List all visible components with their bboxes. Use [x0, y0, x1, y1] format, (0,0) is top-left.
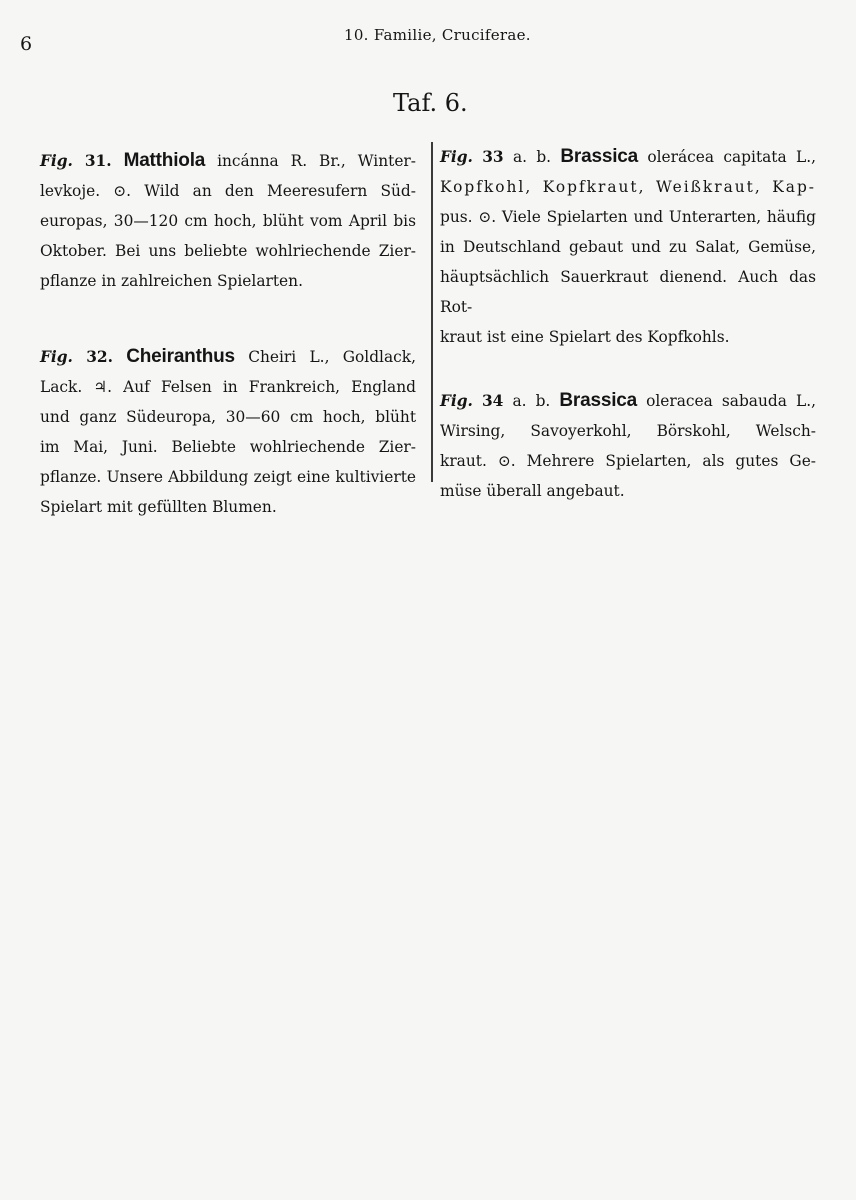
fig-subfigures: a. b.	[512, 148, 552, 166]
genus-name: Brassica	[559, 390, 638, 411]
species-name: olerácea capitata L.,	[647, 148, 816, 166]
entry-line: Spielart mit gefüllten Blumen.	[40, 498, 277, 516]
species-and-common-name: Cheiri L., Goldlack,	[248, 348, 416, 366]
fig-label: Fig.	[440, 392, 473, 410]
entry-first-line	[440, 386, 816, 416]
entry-line: pus. ⊙. Viele Spielarten und Unterarten, häufig	[440, 208, 816, 226]
fig-number: 32.	[86, 348, 113, 366]
entry-fig-31	[40, 146, 416, 296]
page-number: 6	[20, 33, 33, 55]
fig-number: 33	[482, 148, 504, 166]
genus-name: Brassica	[560, 146, 639, 167]
entry-line: levkoje. ⊙. Wild an den Meeresufern Süd-	[40, 182, 416, 200]
entry-line: häuptsächlich Sauerkraut dienend. Auch das Rot-	[440, 268, 816, 316]
fig-subfigures: a. b.	[512, 392, 551, 410]
entry-fig-32	[40, 342, 416, 522]
entry-line: kraut. ⊙. Mehrere Spielarten, als gutes Ge-	[440, 452, 816, 470]
running-head: 10. Familie, Cruciferae.	[344, 26, 531, 44]
entry-line: Wirsing, Savoyerkohl, Börskohl, Welsch-	[440, 422, 816, 440]
entry-first-line	[440, 142, 816, 172]
fig-number: 34	[481, 392, 504, 410]
entry-line: im Mai, Juni. Beliebte wohlriechende Zier-	[40, 438, 416, 456]
genus-name: Matthiola	[123, 150, 206, 171]
entry-first-line	[40, 146, 416, 176]
entry-line: pflanze in zahlreichen Spielarten.	[40, 272, 303, 290]
entry-line: Oktober. Bei uns beliebte wohlriechende Zier-	[40, 242, 416, 260]
fig-label: Fig.	[40, 348, 73, 366]
left-column	[40, 146, 416, 522]
entry-first-line	[40, 342, 416, 372]
column-divider	[431, 142, 433, 482]
entry-line: Lack. ♃. Auf Felsen in Frankreich, England	[40, 378, 416, 396]
entry-fig-34	[440, 386, 816, 506]
entry-line: kraut ist eine Spielart des Kopfkohls.	[440, 328, 730, 346]
fig-label: Fig.	[440, 148, 473, 166]
entry-line: in Deutschland gebaut und zu Salat, Gemüse,	[440, 238, 816, 256]
fig-number: 31.	[84, 152, 112, 170]
plate-title: Taf. 6.	[393, 89, 468, 117]
genus-name: Cheiranthus	[126, 346, 235, 367]
species-name: oleracea sabauda L.,	[646, 392, 816, 410]
species-and-common-name: incánna R. Br., Winter-	[217, 152, 416, 170]
entry-line: und ganz Südeuropa, 30—60 cm hoch, blüht	[40, 408, 416, 426]
entry-line: Kopfkohl, Kopfkraut, Weißkraut, Kap-	[440, 178, 816, 196]
entry-line: müse überall angebaut.	[440, 482, 625, 500]
fig-label: Fig.	[40, 152, 73, 170]
entry-line: europas, 30—120 cm hoch, blüht vom April bis	[40, 212, 416, 230]
entry-fig-33	[440, 142, 816, 352]
right-column	[440, 142, 816, 506]
entry-line: pflanze. Unsere Abbildung zeigt eine kultivierte	[40, 468, 416, 486]
